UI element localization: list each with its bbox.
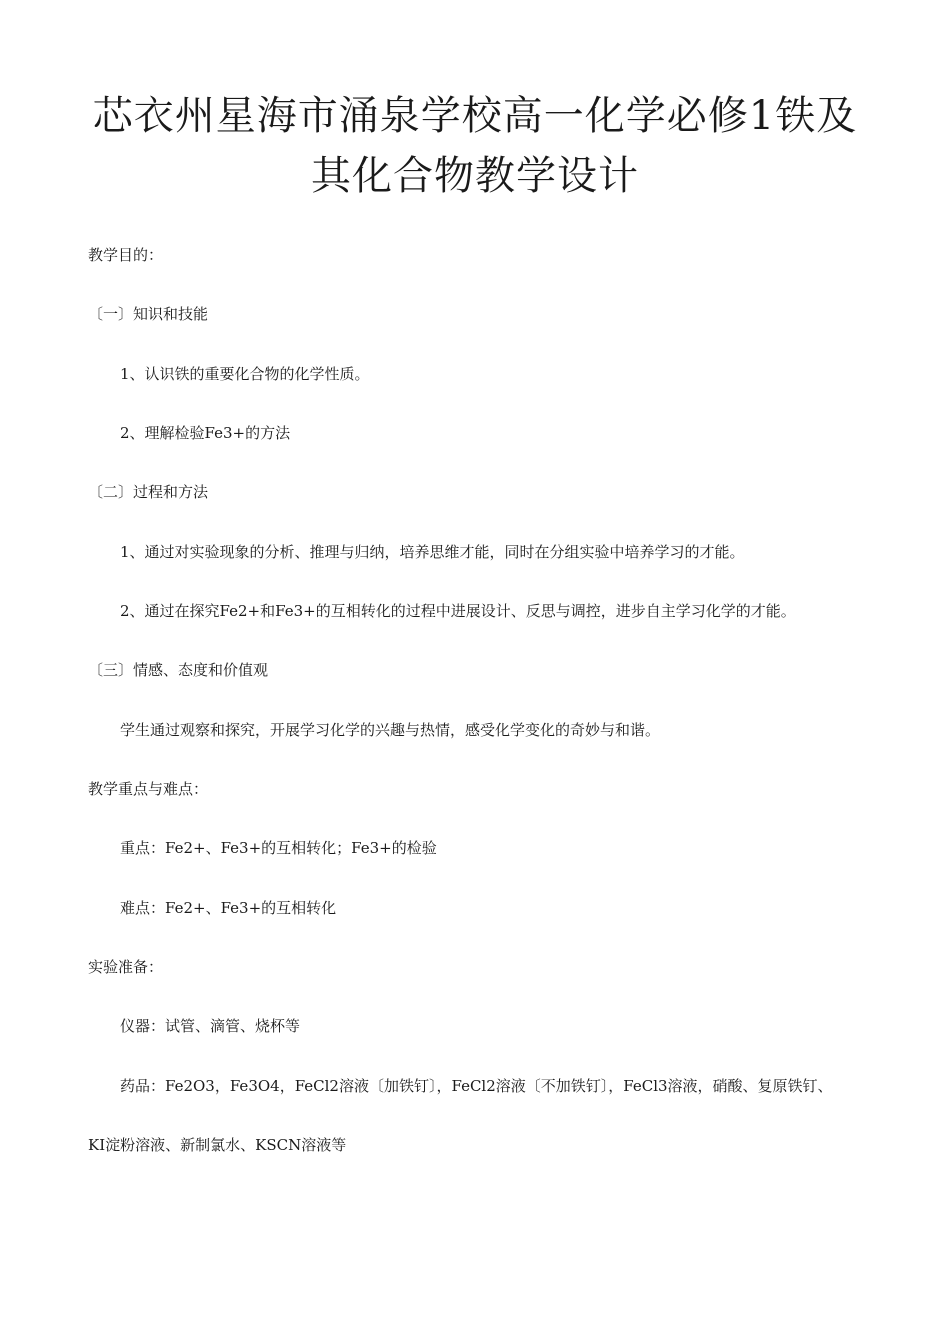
paragraph-knowledge-1: 1、认识铁的重要化合物的化学性质。	[120, 365, 370, 383]
paragraph-key-point: 重点：Fe2+、Fe3+的互相转化；Fe3+的检验	[120, 839, 437, 857]
subsection-heading-knowledge: 〔一〕知识和技能	[88, 305, 209, 323]
paragraph-difficulty: 难点：Fe2+、Fe3+的互相转化	[120, 899, 337, 917]
paragraph-values: 学生通过观察和探究，开展学习化学的兴趣与热情，感受化学变化的奇妙与和谐。	[120, 721, 661, 739]
document-title-line-1: 芯衣州星海市涌泉学校高一化学必修1铁及	[92, 93, 858, 139]
section-heading-key-points: 教学重点与难点：	[88, 780, 209, 798]
paragraph-reagents-continued: KI淀粉溶液、新制氯水、KSCN溶液等	[88, 1136, 347, 1154]
subsection-heading-process: 〔二〕过程和方法	[88, 483, 209, 501]
document-title-line-2: 其化合物教学设计	[311, 153, 639, 199]
section-heading-objectives: 教学目的：	[88, 246, 164, 264]
paragraph-instruments: 仪器：试管、滴管、烧杯等	[120, 1017, 301, 1035]
paragraph-knowledge-2: 2、理解检验Fe3+的方法	[120, 424, 291, 442]
section-heading-preparation: 实验准备：	[88, 958, 164, 976]
paragraph-process-1: 1、通过对实验现象的分析、推理与归纳，培养思维才能，同时在分组实验中培养学习的才能。	[120, 543, 745, 561]
subsection-heading-values: 〔三〕情感、态度和价值观	[88, 661, 269, 679]
paragraph-process-2: 2、通过在探究Fe2+和Fe3+的互相转化的过程中进展设计、反思与调控，进步自主学习化学的才能。	[120, 602, 796, 620]
paragraph-reagents: 药品：Fe2O3，Fe3O4，FeCl2溶液〔加铁钉〕，FeCl2溶液〔不加铁钉〕，FeCl3溶液，硝酸、复原铁钉、	[120, 1077, 833, 1095]
